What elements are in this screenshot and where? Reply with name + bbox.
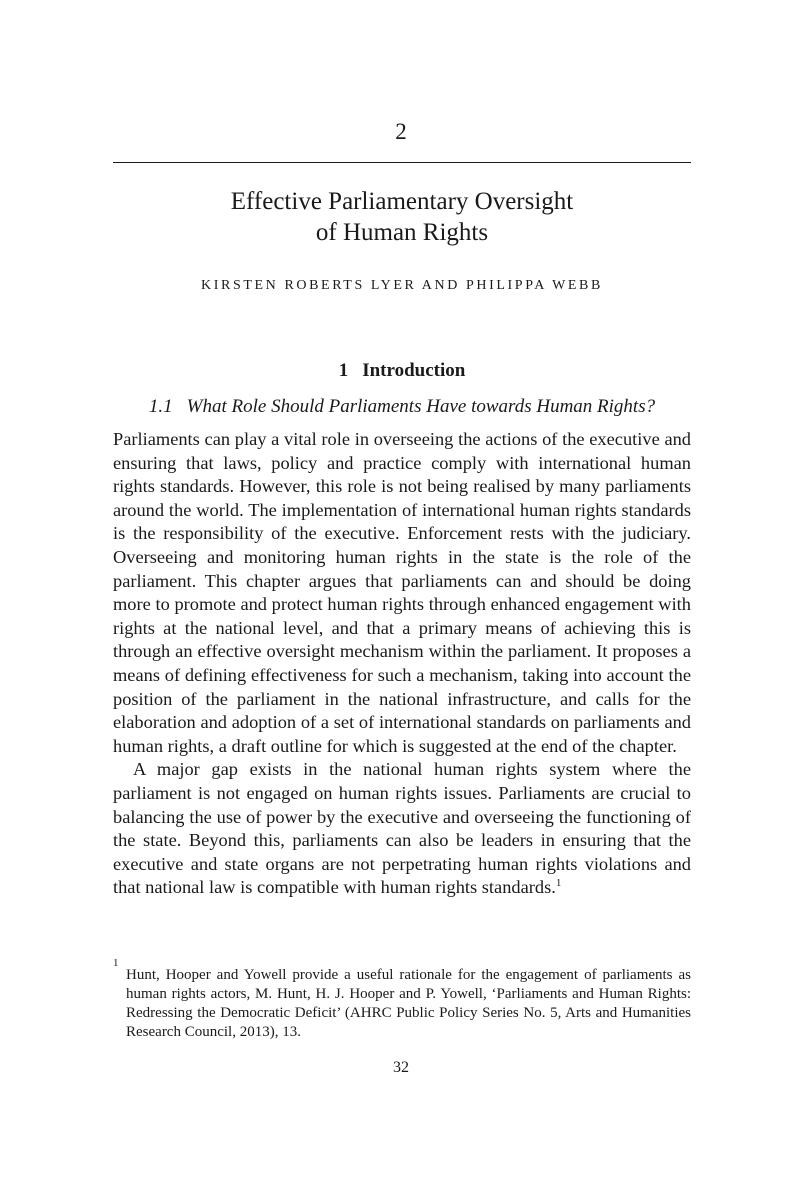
subsection-number: 1.1 — [148, 396, 173, 417]
subsection-title: What Role Should Parliaments Have towards Human Rights? — [186, 396, 656, 417]
chapter-authors: KIRSTEN ROBERTS LYER AND PHILIPPA WEBB — [201, 278, 603, 293]
chapter-title — [113, 186, 691, 248]
footnote: 1 Hunt, Hooper and Yowell provide a useful rationale for the engagement of parliaments as human rights actors, M. Hunt, H. J. Hooper and P. Yowell, ‘Parliaments and Human Rights: Redressing the Democratic Deficit’ (AHRC Public Policy Series No. 5, Arts and Humanities Research Council, 2013), 13. — [113, 957, 691, 1040]
body-paragraph: Parliaments can play a vital role in overseeing the actions of the executive and ensuring that laws, policy and practice comply with international human rights standards. However, this role is not being realised by many parliaments around the world. The implementation of international human rights standards is the responsibility of the executive. Enforcement rests with the judiciary. Overseeing and monitoring human rights in the state is the role of the parliament. This chapter argues that parliaments can and should be doing more to promote and protect human rights through enhanced engagement with rights at the national level, and that a primary means of achieving this is through an effective oversight mechanism within the parliament. It proposes a means of defining effectiveness for such a mechanism, taking into account the position of the parliament in the national infrastructure, and calls for the elaboration and adoption of a set of international standards on parliaments and human rights, a draft outline for which is suggested at the end of the chapter. — [113, 429, 691, 756]
chapter-divider-rule — [113, 162, 691, 163]
page-number: 32 — [393, 1059, 409, 1076]
chapter-title-line-1: Effective Parliamentary Oversight — [230, 188, 574, 215]
chapter-title-line-2: of Human Rights — [315, 219, 489, 246]
section-number: 1 — [338, 360, 349, 381]
body-paragraph-text: A major gap exists in the national human rights system where the parliament is not engaged on human rights issues. Parliaments are crucial to balancing the use of power by the executive and overseeing the functioning of the state. Beyond this, parliaments can also be leaders in ensuring that the executive and state organs are not perpetrating human rights violations and that national law is compatible with human rights standards. — [113, 759, 691, 898]
body-text — [113, 428, 691, 900]
body-paragraph — [113, 758, 691, 900]
subsection-heading — [113, 394, 691, 420]
footnote-reference[interactable]: 1 — [555, 877, 562, 890]
section-heading — [113, 358, 691, 384]
chapter-number: 2 — [395, 119, 407, 144]
section-title: Introduction — [362, 360, 466, 381]
footnote-text: Hunt, Hooper and Yowell provide a useful rationale for the engagement of parliaments as human rights actors, M. Hunt, H. J. Hooper and P. Yowell, ‘Parliaments and Human Rights: Redressing the Democratic Deficit’ (AHRC Public Policy Series No. 5, Arts and Humanities Research Council, 2013), 13. — [126, 967, 691, 1040]
